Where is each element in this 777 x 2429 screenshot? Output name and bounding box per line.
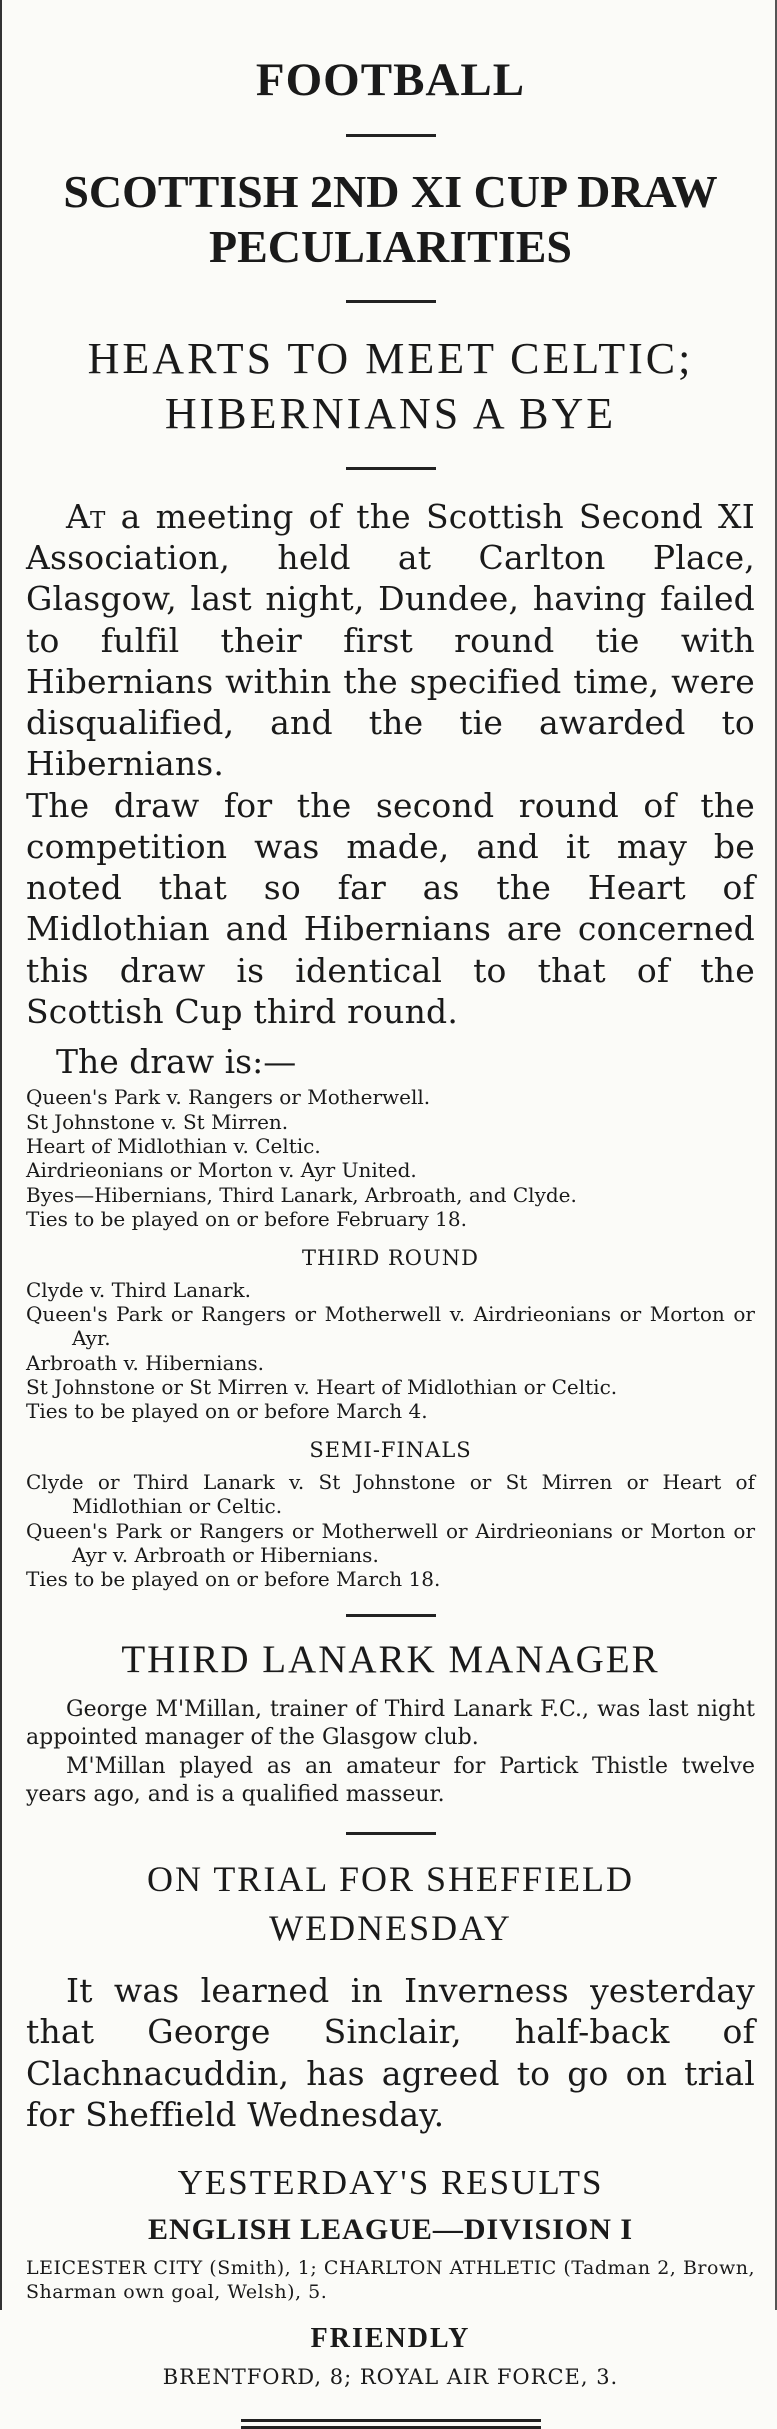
draw-line: St Johnstone v. St Mirren. xyxy=(26,1109,289,1134)
manager-paragraph-2: M'Millan played as an amateur for Partick Thistle twelve years ago, and is a qualified masseur. xyxy=(26,1753,755,1808)
end-double-rule xyxy=(241,2419,541,2429)
draw-line: Clyde v. Third Lanark. xyxy=(26,1277,252,1302)
friendly-title: FRIENDLY xyxy=(310,2322,471,2354)
draw-line: Queen's Park or Rangers or Motherwell v. Airdrieonians or Morton or Ayr. xyxy=(26,1301,755,1351)
friendly-result: BRENTFORD, 8; ROYAL AIR FORCE, 3. xyxy=(162,2364,619,2389)
draw-line: Ties to be played on or before February 18. xyxy=(26,1207,467,1232)
subheadline-line-1: HEARTS TO MEET CELTIC; xyxy=(87,333,694,383)
section-title: FOOTBALL xyxy=(255,54,526,106)
intro-paragraph-1 xyxy=(26,496,755,785)
headline-line-1: SCOTTISH 2ND XI CUP DRAW xyxy=(63,166,718,218)
trial-title-line-2: WEDNESDAY xyxy=(269,1907,512,1948)
semi-finals-list xyxy=(26,1470,755,1592)
draw-intro: The draw is:— xyxy=(56,1042,297,1082)
headline-line-2: PECULIARITIES xyxy=(209,220,572,272)
second-round-list xyxy=(26,1085,755,1231)
divider xyxy=(346,1614,436,1617)
manager-title: THIRD LANARK MANAGER xyxy=(121,1637,660,1681)
intro-text-1: a meeting of the Scottish Second XI Association, held at Carlton Place, Glasgow, last night, Dundee, having failed to fulfil their first round tie with Hibernians within the specified time, were disqualified, and the tie awarded to Hibernians. xyxy=(26,496,755,784)
intro-paragraph-2: The draw for the second round of the competition was made, and it may be noted that so far as the Heart of Midlothian and Hibernians are concerned this draw is identical to that of the Scottish Cup third round. xyxy=(26,785,755,1031)
league-title: ENGLISH LEAGUE—DIVISION I xyxy=(147,2213,634,2247)
draw-line: Airdrieonians or Morton v. Ayr United. xyxy=(26,1158,417,1183)
trial-paragraph: It was learned in Inverness yesterday that George Sinclair, half-back of Clachnacuddin, has agreed to go on trial for Sheffield Wednesday. xyxy=(26,1971,755,2134)
intro-dropcap: At xyxy=(66,496,106,536)
draw-line: Arbroath v. Hibernians. xyxy=(26,1350,264,1375)
draw-line: Queen's Park v. Rangers or Motherwell. xyxy=(26,1085,431,1110)
third-round-list xyxy=(26,1278,755,1424)
semi-finals-title: SEMI-FINALS xyxy=(309,1437,472,1462)
draw-line: Queen's Park or Rangers or Motherwell or Airdrieonians or Morton or Ayr v. Arbroath or Hibernians. xyxy=(26,1518,755,1568)
divider xyxy=(346,467,436,470)
results-title: YESTERDAY'S RESULTS xyxy=(177,2163,604,2203)
divider xyxy=(346,300,436,303)
draw-line: Heart of Midlothian v. Celtic. xyxy=(26,1133,321,1158)
subheadline xyxy=(26,331,755,441)
divider xyxy=(346,134,436,137)
draw-line: Ties to be played on or before March 18. xyxy=(26,1567,441,1592)
draw-line: St Johnstone or St Mirren v. Heart of Midlothian or Celtic. xyxy=(26,1375,618,1400)
third-round-title: THIRD ROUND xyxy=(302,1245,479,1270)
subheadline-line-2: HIBERNIANS A BYE xyxy=(164,388,617,438)
league-result: LEICESTER CITY (Smith), 1; CHARLTON ATHLETIC (Tadman 2, Brown, Sharman own goal, Welsh), 5. xyxy=(26,2257,755,2303)
draw-line: Clyde or Third Lanark v. St Johnstone or St Mirren or Heart of Midlothian or Celtic. xyxy=(26,1469,755,1519)
trial-title-line-1: ON TRIAL FOR SHEFFIELD xyxy=(146,1858,635,1899)
trial-title xyxy=(26,1855,755,1952)
divider xyxy=(346,1832,436,1835)
headline xyxy=(26,165,755,274)
draw-line: Byes—Hibernians, Third Lanark, Arbroath, and Clyde. xyxy=(26,1182,577,1207)
draw-line: Ties to be played on or before March 4. xyxy=(26,1399,428,1424)
manager-paragraph-1: George M'Millan, trainer of Third Lanark F.C., was last night appointed manager of the Glasgow club. xyxy=(26,1696,755,1751)
